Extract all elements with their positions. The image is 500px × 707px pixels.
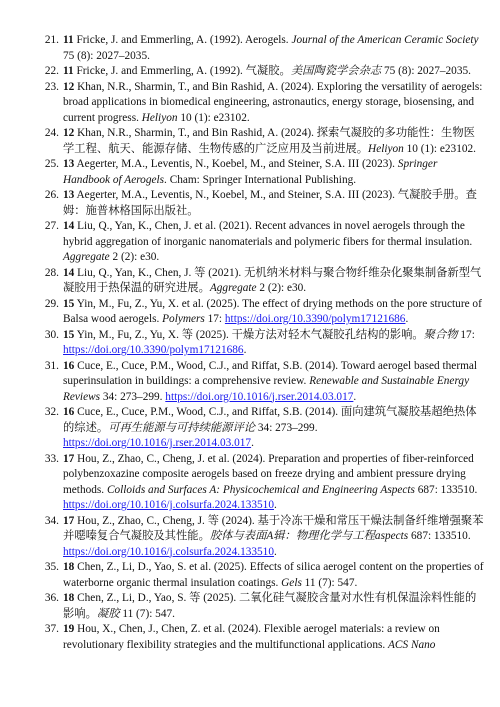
source-title: ACS Nano: [388, 638, 436, 651]
reference-segment: Aegerter, M.A., Leventis, N., Koebel, M., and Steiner, S.A. III (2023).: [74, 158, 398, 170]
citation-tag: 18: [63, 561, 75, 573]
reference-text: [63, 157, 484, 188]
citation-tag: 16: [63, 359, 75, 372]
reference-number: 31.: [44, 359, 59, 372]
reference-segment: Yin, M., Fu, Z., Yu, X. et al. (2025). The effect of drying methods on the pore structure of Balsa wood aerogels.: [63, 297, 482, 325]
reference-item: [0, 219, 484, 266]
source-title: Renewable and Sustainable Energy Reviews: [63, 375, 470, 403]
doi-link[interactable]: https://doi.org/10.3390/polym17121686: [63, 344, 244, 356]
reference-segment: Fricke, J. and Emmerling, A. (1992). Aerogels.: [73, 34, 292, 46]
source-title: 凝胶: [96, 607, 120, 620]
reference-number: 29.: [44, 297, 59, 310]
reference-number: 37.: [44, 623, 59, 635]
reference-item: [0, 591, 484, 622]
reference-text: [63, 405, 484, 452]
reference-segment: Cuce, E., Cuce, P.M., Wood, C.J., and Riffat, S.B. (2014). Toward aerogel based thermal superinsulation in buildings: a comprehensive review.: [63, 359, 478, 387]
doi-link[interactable]: https://doi.org/10.1016/j.rser.2014.03.017: [63, 437, 252, 449]
reference-item: [0, 405, 484, 452]
reference-segment: 75 (8): 2027–2035.: [381, 65, 471, 77]
reference-segment: 11 (7): 547.: [301, 576, 358, 589]
reference-text: [63, 359, 484, 406]
reference-segment: .: [353, 390, 357, 403]
reference-item: [0, 126, 484, 157]
citation-tag: 11: [63, 65, 74, 77]
reference-text: [63, 33, 484, 64]
reference-segment: 11 (7): 547.: [119, 607, 175, 620]
reference-item: [0, 328, 484, 359]
reference-segment: Chen, Z., Li, D., Yao, S. et al. (2025). Effects of silica aerogel content on the properties of waterborne organic thermal insulation coatings.: [63, 561, 484, 589]
citation-tag: 12: [63, 80, 75, 93]
reference-segment: 34: 273–299.: [255, 421, 318, 434]
source-title: Aggregate: [63, 251, 110, 263]
reference-segment: 687: 133510.: [414, 483, 478, 496]
doi-link[interactable]: https://doi.org/10.1016/j.colsurfa.2024.133510: [63, 545, 274, 558]
citation-tag: 12: [63, 127, 75, 139]
source-title: 聚合物: [423, 328, 458, 341]
reference-item: [0, 188, 484, 219]
reference-item: [0, 33, 484, 64]
citation-tag: 17: [63, 452, 75, 465]
citation-tag: 13: [63, 158, 75, 170]
source-title: Journal of the American Ceramic Society: [291, 34, 479, 46]
reference-segment: 10 (1): e23102.: [177, 111, 250, 124]
reference-segment: Hou, Z., Zhao, C., Cheng, J. et al. (2024). Preparation and properties of fiber-reinforced polybenzoxazine composite aerogels based on freeze drying and ambient pressure drying methods.: [63, 452, 474, 496]
reference-text: [63, 452, 484, 514]
source-title: Heliyon: [141, 111, 178, 124]
reference-text: [63, 514, 484, 561]
citation-tag: 15: [63, 328, 75, 341]
source-title: Gels: [281, 576, 302, 589]
reference-text: [63, 297, 484, 328]
reference-segment: .: [251, 437, 254, 449]
reference-text: [63, 219, 484, 266]
reference-segment: 75 (8): 2027–2035.: [63, 49, 150, 62]
citation-tag: 11: [63, 34, 74, 46]
reference-number: 35.: [44, 561, 59, 573]
reference-number: 27.: [44, 220, 59, 232]
reference-segment: Hou, Z., Zhao, C., Cheng, J. 等 (2024). 基于冷冻干燥和常压干燥法制备纤维增强聚苯并噁嗪复合气凝胶及其性能。: [63, 514, 484, 542]
citation-tag: 18: [63, 592, 75, 604]
reference-item: [0, 622, 484, 653]
reference-number: 34.: [44, 514, 59, 527]
reference-number: 24.: [44, 127, 59, 139]
reference-text: [63, 64, 484, 80]
reference-segment: Cuce, E., Cuce, P.M., Wood, C.J., and Riffat, S.B. (2014). 面向建筑气凝胶基超绝热体的综述。: [63, 406, 477, 434]
reference-text: [63, 622, 484, 653]
reference-number: 22.: [44, 65, 59, 77]
reference-item: [0, 297, 484, 328]
source-title: Colloids and Surfaces A: Physicochemical and Engineering Aspects: [106, 483, 415, 496]
reference-text: [63, 328, 484, 359]
reference-segment: 17:: [457, 328, 475, 341]
reference-segment: Fricke, J. and Emmerling, A. (1992). 气凝胶。: [73, 65, 291, 77]
reference-segment: Chen, Z., Li, D., Yao, S. 等 (2025). 二氧化硅气凝胶含量对水性有机保温涂料性能的影响。: [63, 592, 477, 620]
citation-tag: 14: [63, 266, 75, 279]
reference-item: [0, 359, 484, 406]
source-title: Springer Handbook of Aerogels: [63, 158, 438, 186]
reference-item: [0, 64, 484, 80]
reference-segment: .: [273, 499, 277, 511]
reference-segment: 2 (2): e30.: [256, 282, 307, 294]
source-title: Heliyon: [368, 142, 404, 155]
citation-tag: 15: [63, 297, 75, 310]
reference-segment: 687: 133510.: [408, 530, 471, 542]
reference-text: [63, 80, 484, 127]
reference-number: 25.: [44, 158, 59, 170]
reference-number: 33.: [44, 452, 59, 465]
reference-segment: Yin, M., Fu, Z., Yu, X. 等 (2025). 干燥方法对轻木气凝胶孔结构的影响。: [74, 328, 424, 341]
reference-list: [0, 33, 484, 653]
reference-item: [0, 80, 484, 127]
citation-tag: 16: [63, 406, 75, 418]
citation-tag: 19: [63, 623, 75, 635]
reference-segment: Liu, Q., Yan, K., Chen, J. et al. (2021). Recent advances in novel aerogels through the hybrid aggregation of inorganic nanomaterials and polymeric fibers for thermal insulation.: [63, 220, 473, 248]
citation-tag: 13: [63, 189, 75, 201]
reference-segment: Aegerter, M.A., Leventis, N., Koebel, M., and Steiner, S.A. III (2023). 气凝胶手册。查姆：施普林格国际出版社。: [63, 189, 477, 217]
doi-link[interactable]: https://doi.org/10.3390/polym17121686: [224, 313, 406, 325]
doi-link[interactable]: https://doi.org/10.1016/j.colsurfa.2024.133510: [63, 499, 274, 511]
reference-segment: .: [243, 344, 247, 356]
reference-segment: Liu, Q., Yan, K., Chen, J. 等 (2021). 无机纳米材料与聚合物纤维杂化聚集制备新型气凝胶用于热保温的研究进展。: [63, 266, 482, 294]
reference-segment: . Cham: Springer International Publishing.: [164, 173, 357, 186]
reference-item: [0, 514, 484, 561]
reference-segment: Khan, N.R., Sharmin, T., and Bin Rashid, A. (2024). Exploring the versatility of aerogels: broad applications in biomedical engineering, astronautics, energy storage, biosensing, and current progress.: [63, 80, 483, 124]
reference-number: 21.: [44, 34, 59, 46]
reference-segment: 34: 273–299.: [100, 390, 166, 403]
source-title: 胶体与表面A辑：物理化学与工程aspects: [209, 530, 409, 542]
reference-text: [63, 266, 484, 297]
doi-link[interactable]: https://doi.org/10.1016/j.rser.2014.03.017: [165, 390, 354, 403]
reference-segment: Hou, X., Chen, J., Chen, Z. et al. (2024). Flexible aerogel materials: a review on revolutionary flexibility strategies and the multifunctional applications.: [63, 623, 440, 651]
reference-number: 30.: [44, 328, 59, 341]
reference-segment: 2 (2): e30.: [109, 251, 160, 263]
reference-number: 36.: [44, 592, 59, 604]
reference-item: [0, 157, 484, 188]
reference-item: [0, 266, 484, 297]
reference-text: [63, 560, 484, 591]
reference-segment: Khan, N.R., Sharmin, T., and Bin Rashid, A. (2024). 探索气凝胶的多功能性：生物医学工程、航天、能源存储、生物传感的广泛应用及当前进展。: [63, 127, 475, 155]
reference-number: 26.: [44, 189, 59, 201]
reference-item: [0, 452, 484, 514]
citation-tag: 17: [63, 514, 75, 527]
reference-number: 23.: [44, 80, 59, 93]
reference-text: [63, 188, 484, 219]
reference-number: 28.: [44, 266, 59, 279]
source-title: Aggregate: [209, 282, 257, 294]
reference-text: [63, 591, 484, 622]
reference-segment: 10 (1): e23102.: [403, 142, 476, 155]
reference-segment: .: [273, 545, 277, 558]
reference-text: [63, 126, 484, 157]
citation-tag: 14: [63, 220, 75, 232]
reference-number: 32.: [44, 406, 59, 418]
source-title: 可再生能源与可持续能源评论: [108, 421, 256, 434]
source-title: Polymers: [162, 313, 205, 325]
source-title: 美国陶瓷学会杂志: [290, 65, 382, 77]
reference-segment: 17:: [204, 313, 225, 325]
reference-item: [0, 560, 484, 591]
reference-segment: .: [405, 313, 409, 325]
